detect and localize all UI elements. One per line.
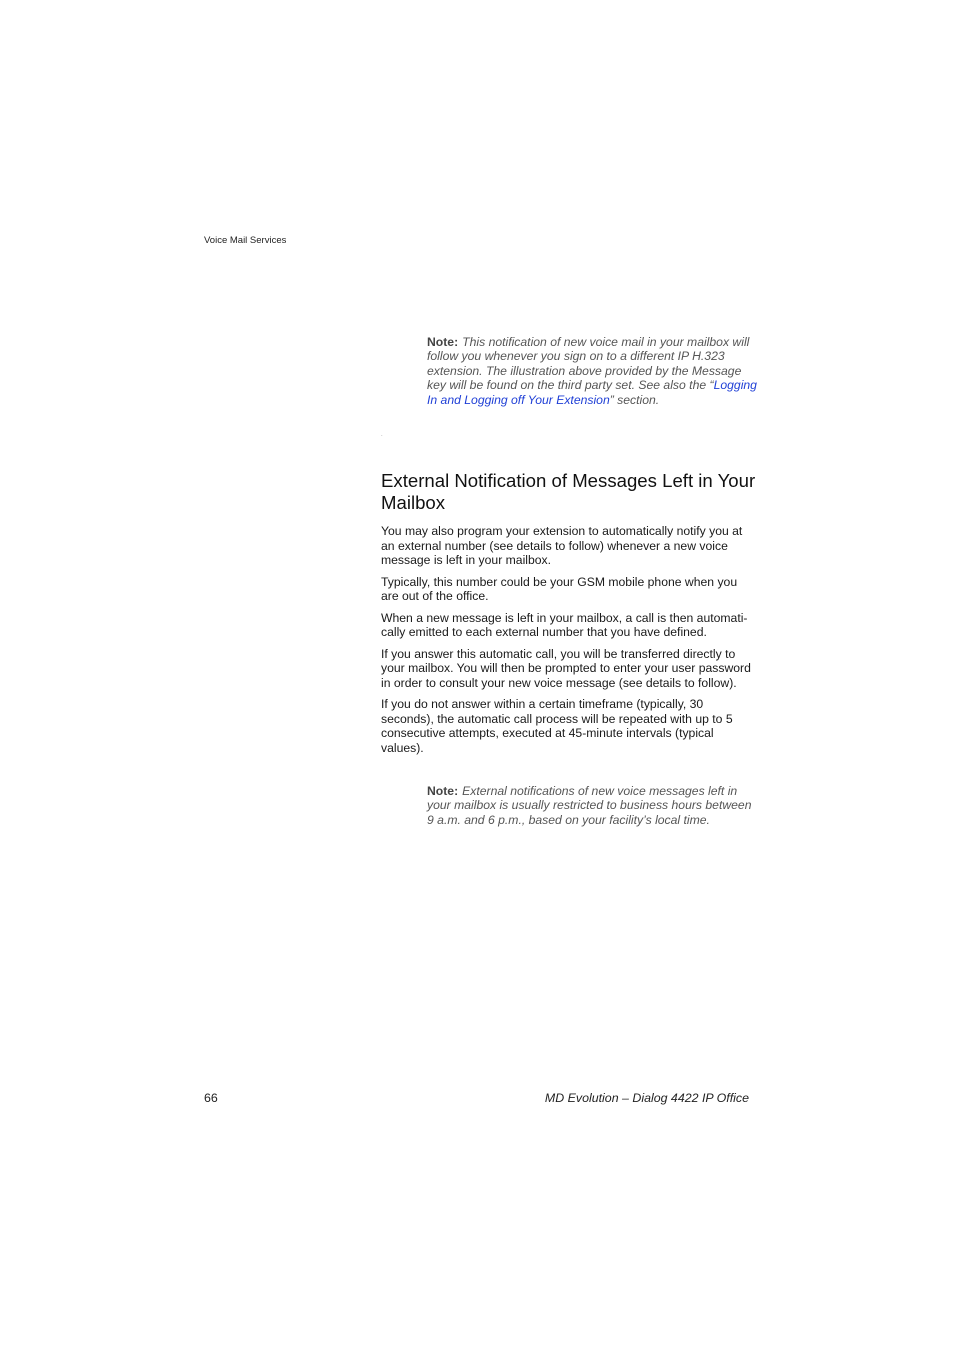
paragraph: You may also program your extension to automatically notify you at an external number (see details to follow) whenever a new voice message is left in your mailbox. xyxy=(381,524,743,567)
note-business-hours xyxy=(427,784,757,827)
note-voice-mail-follow xyxy=(427,335,757,407)
paragraph: If you answer this automatic call, you will be transferred directly to your mailbox. You will then be prompted to enter your user password in order to consult your new voice message (see details to follow). xyxy=(381,646,751,690)
note-text-end: ” section. xyxy=(609,392,660,407)
document-title: MD Evolution – Dialog 4422 IP Office xyxy=(544,1091,749,1105)
note-text: This notification of new voice mail in your mailbox will follow you whenever you sign on to a different IP H.323 extension. The illustration above provided by the Message key will be found on the third party set. See also the “ xyxy=(427,335,750,393)
note-label: Note: xyxy=(427,784,459,798)
paragraph: Typically, this number could be your GSM mobile phone when you are out of the office. xyxy=(381,574,738,603)
logging-in-link[interactable]: Logging In and Logging off Your Extension xyxy=(427,378,757,407)
stray-dot: . xyxy=(381,432,383,438)
paragraph: If you do not answer within a certain timeframe (typically, 30 seconds), the automatic call process will be repeated with up to 5 consecutive attempts, executed at 45-minute intervals (typical values). xyxy=(381,697,733,755)
paragraph: When a new message is left in your mailbox, a call is then automati-cally emitted to each external number that you have defined. xyxy=(381,610,748,639)
section-body xyxy=(381,524,757,762)
note-label: Note: xyxy=(427,335,459,349)
running-header: Voice Mail Services xyxy=(204,235,287,246)
note-text: External notifications of new voice messages left in your mailbox is usually restricted to business hours between 9 a.m. and 6 p.m., based on your facility’s local time. xyxy=(427,784,752,827)
page-number: 66 xyxy=(204,1091,218,1105)
section-heading: External Notification of Messages Left in Your Mailbox xyxy=(381,470,756,513)
